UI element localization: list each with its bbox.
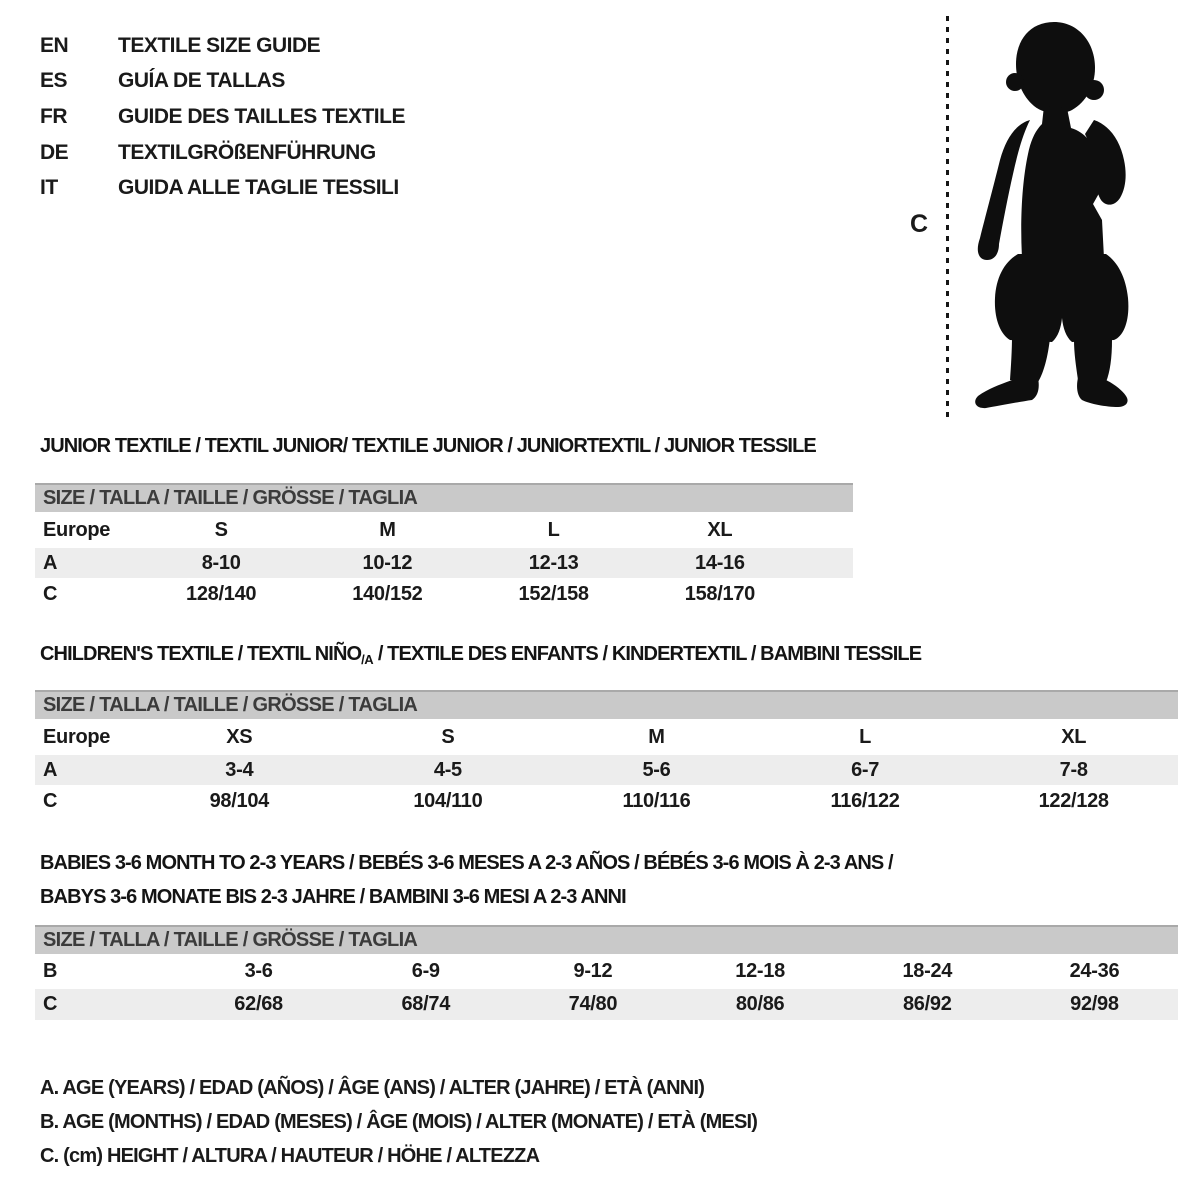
legend-line-c: C. (cm) HEIGHT / ALTURA / HAUTEUR / HÖHE / ALTEZZA: [40, 1144, 540, 1167]
age-cell: 8-10: [201, 551, 241, 574]
age-cell: 9-12: [573, 960, 613, 982]
babies-title-line1: BABIES 3-6 MONTH TO 2-3 YEARS / BEBÉS 3-6 MESES A 2-3 AÑOS / BÉBÉS 3-6 MOIS À 2-3 ANS /: [40, 852, 893, 874]
guide-title-de: TEXTILGRÖßENFÜHRUNG: [118, 140, 376, 164]
size-table-junior: [35, 483, 853, 610]
language-row-en: [40, 28, 405, 64]
guide-title-it: GUIDA ALLE TAGLIE TESSILI: [118, 176, 399, 200]
height-cell: 68/74: [401, 993, 451, 1015]
language-code: FR: [40, 104, 67, 128]
legend-line-a: A. AGE (YEARS) / EDAD (AÑOS) / ÂGE (ANS) / ALTER (JAHRE) / ETÀ (ANNI): [40, 1076, 705, 1099]
size-table-babies: [35, 925, 1178, 1020]
age-cell: 6-7: [851, 758, 880, 781]
height-cell: 92/98: [1070, 993, 1119, 1015]
size-header-bar: SIZE / TALLA / TAILLE / GRÖSSE / TAGLIA: [35, 690, 1178, 719]
row-label: Europe: [43, 725, 111, 748]
language-code: EN: [40, 33, 69, 57]
height-cell: 104/110: [413, 789, 483, 812]
row-label: B: [43, 960, 58, 982]
row-label: C: [43, 582, 58, 605]
table-row-height: [35, 785, 1178, 817]
language-code: DE: [40, 140, 69, 164]
height-cell: 62/68: [234, 993, 283, 1015]
children-title-subscript: /A: [361, 652, 374, 667]
row-label: C: [43, 993, 58, 1015]
height-cell: 74/80: [568, 993, 618, 1015]
size-cell: XL: [707, 518, 733, 541]
height-cell: 98/104: [209, 789, 269, 812]
legend-line-b: B. AGE (MONTHS) / EDAD (MESES) / ÂGE (MOIS) / ALTER (MONATE) / ETÀ (MESI): [40, 1110, 758, 1133]
age-cell: 4-5: [433, 758, 462, 781]
height-cell: 122/128: [1038, 789, 1109, 812]
language-code: ES: [40, 69, 68, 93]
table-row-europe: [35, 719, 1178, 755]
age-cell: 24-36: [1069, 960, 1120, 982]
age-cell: 5-6: [642, 758, 671, 781]
size-cell: M: [648, 725, 665, 748]
age-cell: 12-18: [735, 960, 785, 982]
language-row-it: [40, 170, 405, 206]
age-cell: 18-24: [902, 960, 953, 982]
row-label: C: [43, 789, 58, 812]
size-cell: M: [379, 518, 396, 541]
table-row-europe: [35, 512, 853, 548]
toddler-silhouette-icon: [964, 12, 1140, 420]
age-cell: 10-12: [362, 551, 413, 574]
guide-title-fr: GUIDE DES TAILLES TEXTILE: [118, 104, 405, 128]
section-title-babies: [40, 846, 893, 914]
height-cell: 140/152: [352, 582, 423, 605]
language-row-es: [40, 64, 405, 100]
guide-title-en: TEXTILE SIZE GUIDE: [118, 33, 321, 57]
table-row-age: [35, 755, 1178, 785]
row-label: Europe: [43, 518, 111, 541]
children-title-prefix: CHILDREN'S TEXTILE / TEXTIL NIÑO: [40, 643, 362, 665]
size-cell: S: [214, 518, 228, 541]
size-header-bar: SIZE / TALLA / TAILLE / GRÖSSE / TAGLIA: [35, 925, 1178, 954]
size-header-bar: SIZE / TALLA / TAILLE / GRÖSSE / TAGLIA: [35, 483, 853, 512]
section-title-children: [40, 643, 921, 667]
size-cell: XS: [226, 725, 253, 748]
table-row-age: [35, 548, 853, 578]
size-cell: L: [547, 518, 560, 541]
babies-title-line2: BABYS 3-6 MONATE BIS 2-3 JAHRE / BAMBINI 3-6 MESI A 2-3 ANNI: [40, 886, 626, 908]
height-measure-dashed-line: [946, 16, 949, 418]
age-cell: 3-6: [244, 960, 273, 982]
height-cell: 128/140: [186, 582, 257, 605]
height-cell: 158/170: [684, 582, 755, 605]
children-title-suffix: / TEXTILE DES ENFANTS / KINDERTEXTIL / BAMBINI TESSILE: [373, 643, 922, 665]
height-cell: 80/86: [735, 993, 785, 1015]
legend-block: [40, 1071, 757, 1173]
size-cell: XL: [1061, 725, 1087, 748]
height-measure-label: C: [910, 210, 929, 238]
age-cell: 3-4: [225, 758, 254, 781]
section-title-junior: JUNIOR TEXTILE / TEXTIL JUNIOR/ TEXTILE JUNIOR / JUNIORTEXTIL / JUNIOR TESSILE: [40, 435, 816, 457]
size-cell: S: [441, 725, 455, 748]
age-cell: 14-16: [695, 551, 745, 574]
language-row-fr: [40, 99, 405, 135]
height-cell: 110/116: [622, 789, 691, 812]
row-label: A: [43, 551, 58, 574]
size-table-children: [35, 690, 1178, 817]
age-cell: 7-8: [1059, 758, 1088, 781]
table-row-height: [35, 989, 1178, 1020]
height-cell: 152/158: [518, 582, 589, 605]
row-label: A: [43, 758, 58, 781]
age-cell: 6-9: [411, 960, 440, 982]
language-title-block: [40, 28, 405, 206]
guide-title-es: GUÍA DE TALLAS: [118, 69, 285, 93]
height-cell: 116/122: [830, 789, 900, 812]
height-cell: 86/92: [902, 993, 952, 1015]
size-cell: L: [859, 725, 872, 748]
age-cell: 12-13: [528, 551, 579, 574]
table-row-age-months: [35, 954, 1178, 989]
language-row-de: [40, 135, 405, 171]
table-row-height: [35, 578, 853, 610]
language-code: IT: [40, 176, 58, 200]
